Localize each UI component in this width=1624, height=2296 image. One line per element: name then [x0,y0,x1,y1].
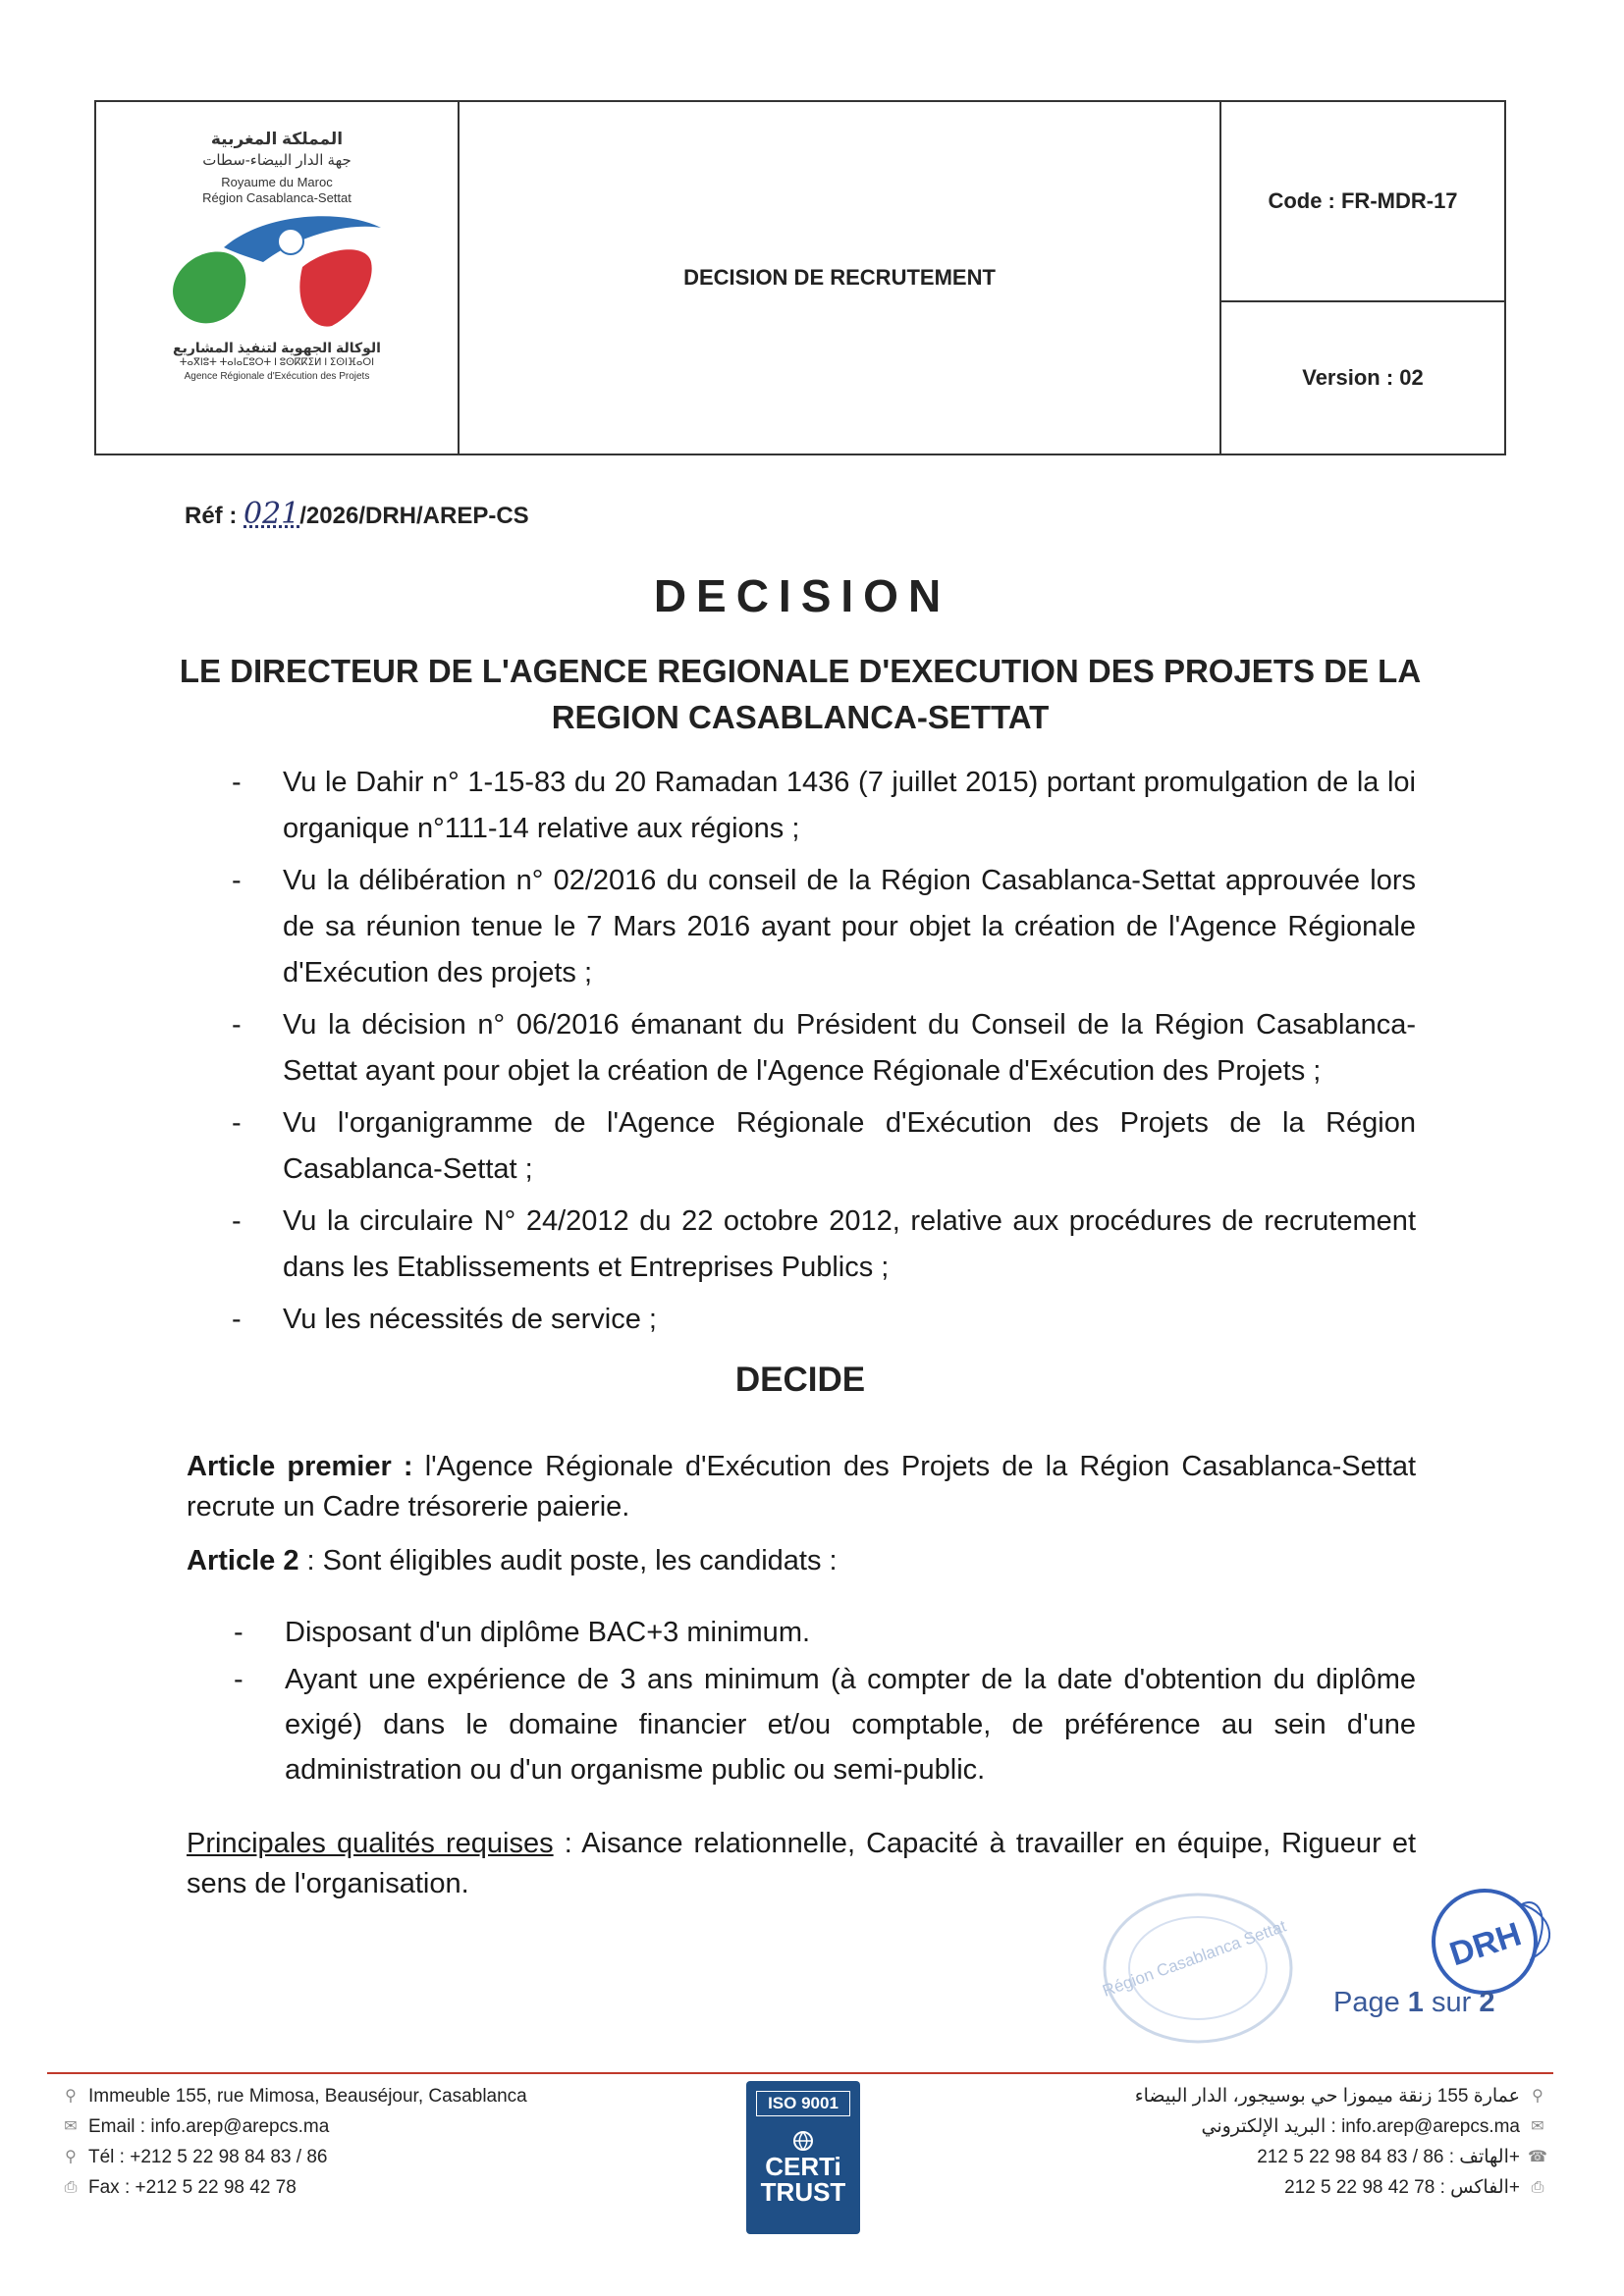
header-table [94,100,1506,455]
footer-divider [47,2072,1553,2074]
footer-phone-ar: الهاتف : 86 / 83 84 98 22 5 212+ [1257,2147,1520,2167]
location-pin-icon: ⚲ [65,2088,77,2105]
reference-suffix: /2026/DRH/AREP-CS [299,503,529,529]
logo-tifinagh-agency: ⵜⴰⴳⵏⵓⵜ ⵜⴰⵏⴰⵎⵓⵔⵜ ⵏ ⵓⵙⴽⴽⵉⵍ ⵏ ⵉⵙⵏⴼⴰⵔⵏ [179,357,375,368]
list-item: - Disposant d'un diplôme BAC+3 minimum. [234,1617,811,1648]
agency-logo-icon [155,208,401,336]
list-item: - Vu le Dahir n° 1-15-83 du 20 Ramadan 1436 (7 juillet 2015) portant promulgation de la loi organique n°111-14 relative aux régions ; [232,767,1416,844]
footer-phone: Tél : +212 5 22 98 84 83 / 86 [88,2147,328,2167]
logo-french-line1: Royaume du Maroc [221,175,333,189]
logo-french-agency: Agence Régionale d'Exécution des Projets [184,371,370,382]
decision-subtitle: LE DIRECTEUR DE L'AGENCE REGIONALE D'EXECUTION DES PROJETS DE LA REGION CASABLANCA-SETTAT [179,653,1422,735]
decide-heading: DECIDE [734,1361,866,1399]
fax-icon: ⎙ [64,2179,78,2196]
cert-brand-line1: CERTi [765,2152,841,2181]
article-2-label: Article 2 [187,1545,299,1576]
qualities-text: : Aisance relationnelle, Capacité à travailler en équipe, Rigueur et sens de l'organisation. [187,1828,1417,1899]
doc-title-cell [460,102,1221,454]
article-1 [187,1447,1416,1527]
logo-arabic-agency: الوكالة الجهوية لتنفيذ المشاريع [173,340,381,355]
list-item: - Ayant une expérience de 3 ans minimum (à compter de la date d'obtention du diplôme exigé) dans le domaine financier et/ou comptable, de préférence au sein d'une administration ou d'un organisme public ou semi-public. [234,1664,1416,1786]
list-item: - Vu la circulaire N° 24/2012 du 22 octobre 2012, relative aux procédures de recrutement dans les Etablissements et Entreprises Publics ; [232,1205,1416,1283]
footer-fax-ar: الفاكس : 78 42 98 22 5 212+ [1284,2177,1520,2198]
decision-title: DECISION [653,570,951,621]
drh-stamp-text: DRH [1445,1915,1526,1974]
article-2 [187,1541,1416,1581]
page-number: Page 1 sur 2 [1333,1987,1495,2018]
mail-icon: ✉ [1531,2118,1544,2135]
globe-icon [788,2130,818,2152]
doc-version: Version : 02 [1302,365,1424,390]
list-item: - Vu l'organigramme de l'Agence Régionale d'Exécution des Projets de la Région Casablanca-Settat ; [232,1107,1416,1185]
doc-title: DECISION DE RECRUTEMENT [683,265,996,290]
footer-right [1135,2081,1549,2203]
footer-address: Immeuble 155, rue Mimosa, Beauséjour, Casablanca [88,2086,527,2107]
footer-address-ar: عمارة 155 زنقة ميموزا حي بوسيجور، الدار البيضاء [1134,2086,1520,2107]
logo-cell [96,102,460,454]
meta-cell [1221,102,1504,454]
region-stamp-text: Région Casablanca Settat [1100,1916,1289,2001]
footer-fax: Fax : +212 5 22 98 42 78 [88,2177,297,2198]
article-2-text: : Sont éligibles audit poste, les candidats : [298,1545,838,1576]
article-1-label: Article premier : [187,1451,413,1482]
footer-email: Email : info.arep@arepcs.ma [88,2116,330,2137]
reference-line [185,497,529,531]
reference-number: 021 [244,497,300,531]
list-item: - Vu la délibération n° 02/2016 du conseil de la Région Casablanca-Settat approuvée lors de sa réunion tenue le 7 Mars 2016 ayant pour objet la création de l'Agence Régionale d'Exécution des projets ; [232,865,1416,988]
mail-icon: ✉ [64,2118,78,2135]
logo-arabic-line1: المملكة المغربية [210,130,344,148]
qualities-label: Principales qualités requises [187,1828,554,1859]
considerations-list [187,760,1416,1349]
footer-left [59,2081,527,2203]
conditions-list [187,1610,1416,1794]
fax-icon: ⎙ [1531,2179,1544,2196]
iso-certification-badge [746,2081,860,2234]
logo-arabic-line2: جهة الدار البيضاء-سطات [202,152,352,169]
reference-label: Réf : [185,503,244,529]
region-stamp-icon [1090,1885,1306,2052]
location-pin-icon: ⚲ [1532,2088,1543,2105]
drh-stamp-icon [1424,1885,1571,2002]
article-1-text: l'Agence Régionale d'Exécution des Projets de la Région Casablanca-Settat recrute un Cadre trésorerie paierie. [187,1451,1416,1522]
footer-email-ar: البريد الإلكتروني : info.arep@arepcs.ma [1201,2116,1520,2137]
doc-code: Code : FR-MDR-17 [1268,188,1458,213]
logo-french-line2: Région Casablanca-Settat [202,190,352,205]
list-item: - Vu la décision n° 06/2016 émanant du Président du Conseil de la Région Casablanca-Settat ayant pour objet la création de l'Agence Régionale d'Exécution des Projets ; [232,1009,1416,1087]
iso-label: ISO 9001 [756,2091,850,2116]
cert-brand-line2: TRUST [760,2177,846,2207]
phone-icon: ☎ [1528,2149,1547,2165]
list-item: - Vu les nécessités de service ; [232,1304,657,1335]
location-pin-icon: ⚲ [65,2149,77,2165]
